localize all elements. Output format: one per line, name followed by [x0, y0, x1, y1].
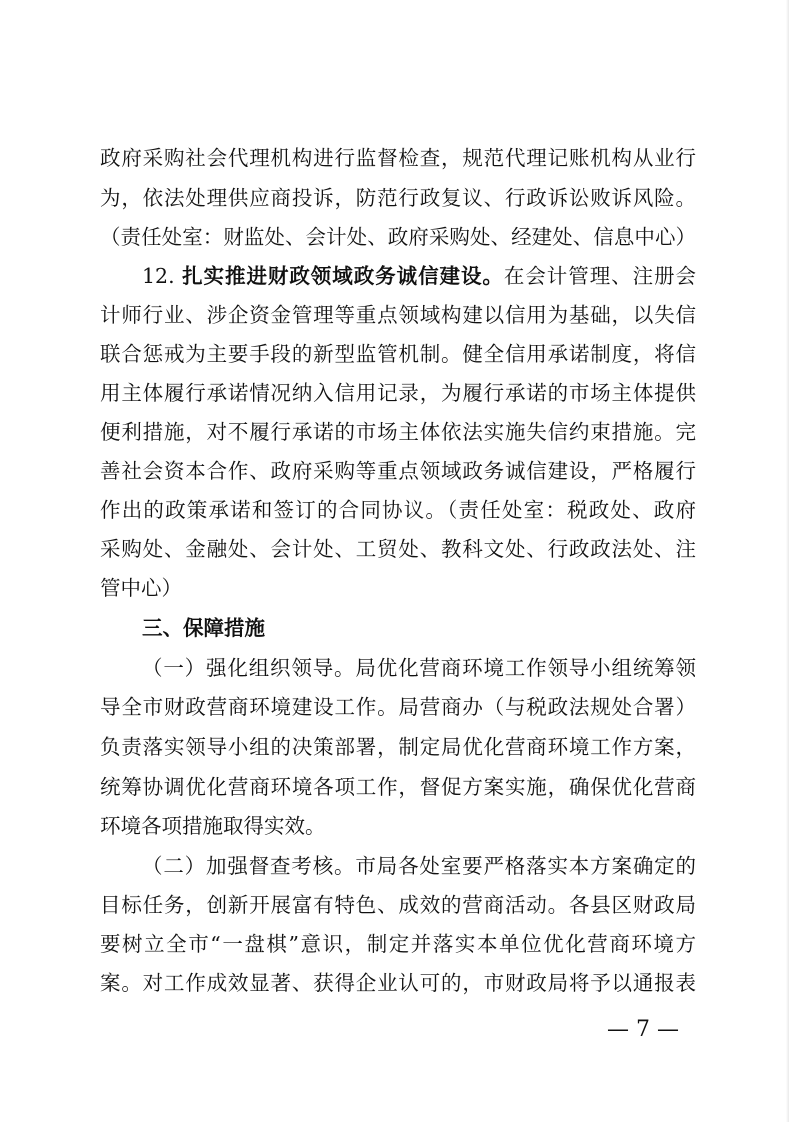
scan-edge-shadow: [786, 0, 789, 1122]
body-line-15: 导全市财政营商环境建设工作。局营商办（与税政法规处合署）: [100, 695, 696, 719]
body-line-22: 案。对工作成效显著、获得企业认可的，市财政局将予以通报表: [100, 971, 696, 995]
page-number: — 7 —: [607, 1017, 679, 1042]
body-line-16: 负责落实领导小组的决策部署，制定局优化营商环境工作方案，: [100, 735, 696, 759]
body-line-6: 联合惩戒为主要手段的新型监管机制。健全信用承诺制度，将信: [100, 342, 696, 366]
body-line-7: 用主体履行承诺情况纳入信用记录，为履行承诺的市场主体提供: [100, 381, 696, 405]
body-line-12: 管中心）: [100, 576, 182, 600]
body-line-14: （一）强化组织领导。局优化营商环境工作领导小组统筹领: [142, 656, 696, 680]
body-line-1: 政府采购社会代理机构进行监督检查，规范代理记账机构从业行: [100, 146, 696, 170]
body-line-3: （责任处室：财监处、会计处、政府采购处、经建处、信息中心）: [100, 225, 696, 249]
item-12-heading-line: [142, 256, 696, 296]
body-line-18: 环境各项措施取得实效。: [100, 814, 326, 838]
body-line-21: 要树立全市“一盘棋”意识，制定并落实本单位优化营商环境方: [100, 932, 696, 956]
body-line-11: 采购处、金融处、会计处、工贸处、教科文处、行政政法处、注: [100, 537, 696, 561]
body-line-10: 作出的政策承诺和签订的合同协议。（责任处室：税政处、政府: [100, 498, 696, 522]
item-12-title: 扎实推进财政领域政务诚信建设。: [182, 264, 504, 288]
body-line-17: 统筹协调优化营商环境各项工作，督促方案实施，确保优化营商: [100, 775, 696, 799]
body-line-19: （二）加强督查考核。市局各处室要严格落实本方案确定的: [142, 854, 696, 878]
body-line-9: 善社会资本合作、政府采购等重点领域政务诚信建设，严格履行: [100, 459, 696, 483]
section-heading: 三、保障措施: [142, 616, 265, 640]
item-number: 12.: [142, 264, 175, 288]
item-12-text: 在会计管理、注册会: [503, 264, 696, 288]
body-line-5: 计师行业、涉企资金管理等重点领域构建以信用为基础，以失信: [100, 303, 696, 327]
body-line-20: 目标任务，创新开展富有特色、成效的营商活动。各县区财政局: [100, 893, 696, 917]
body-line-8: 便利措施，对不履行承诺的市场主体依法实施失信约束措施。完: [100, 420, 696, 444]
body-line-2: 为，依法处理供应商投诉，防范行政复议、行政诉讼败诉风险。: [100, 186, 696, 210]
